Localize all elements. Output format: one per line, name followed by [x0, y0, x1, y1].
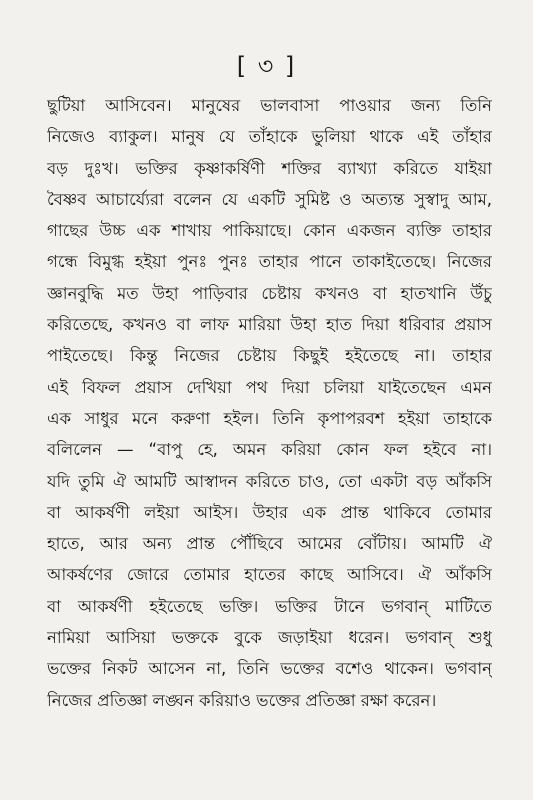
text-line: জ্ঞানবুদ্ধি মত উহা পাড়িবার চেষ্টায় কখনও বা হাতখানি উঁচু: [47, 283, 492, 303]
text-line: নিজেও ব্যাকুল। মানুষ যে তাঁহাকে ভুলিয়া থাকে এই তাঁহার: [47, 127, 492, 147]
text-line: নিজের প্রতিজ্ঞা লঙ্ঘন করিয়াও ভক্তের প্রতিজ্ঞা রক্ষা করেন।: [47, 690, 437, 710]
text-line: পাইতেছে। কিন্তু নিজের চেষ্টায় কিছুই হইতেছে না। তাহার: [47, 346, 492, 366]
text-line: বা আকর্ষণী লইয়া আইস। উহার এক প্রান্ত থাকিবে তোমার: [47, 502, 492, 522]
body-text: [47, 90, 492, 716]
text-line: এই বিফল প্রয়াস দেখিয়া পথ দিয়া চলিয়া যাইতেছেন এমন: [47, 377, 492, 397]
text-line: নামিয়া আসিয়া ভক্তকে বুকে জড়াইয়া ধরেন। ভগবান্ শুধু: [47, 628, 492, 648]
text-line: এক সাধুর মনে করুণা হইল। তিনি কৃপাপরবশ হইয়া তাহাকে: [47, 408, 492, 428]
text-line: গন্ধে বিমুগ্ধ হইয়া পুনঃ পুনঃ তাহার পানে তাকাইতেছে। নিজের: [47, 252, 492, 272]
text-line: ছুটিয়া আসিবেন। মানুষের ভালবাসা পাওয়ার জন্য তিনি: [47, 96, 492, 115]
text-line: বৈষ্ণব আচার্য্যেরা বলেন যে একটি সুমিষ্ট ও অত্যন্ত সুস্বাদু আম,: [47, 189, 492, 209]
text-line: ভক্তের নিকট আসেন না, তিনি ভক্তের বশেও থাকেন। ভগবান্: [47, 659, 492, 679]
text-line: করিতেছে, কখনও বা লাফ মারিয়া উহা হাত দিয়া ধরিবার প্রয়াস: [47, 315, 492, 335]
text-line: বড় দুঃখ। ভক্তির কৃষ্ণাকর্ষিণী শক্তির ব্যাখ্যা করিতে যাইয়া: [47, 158, 492, 178]
text-line: বা আকর্ষণী হইতেছে ভক্তি। ভক্তির টানে ভগবান্ মাটিতে: [47, 596, 492, 616]
page-number: [ ৩ ]: [236, 52, 297, 80]
text-line: হাতে, আর অন্য প্রান্ত পৌঁছিবে আমের বোঁটায়। আমটি ঐ: [47, 534, 492, 554]
text-line: যদি তুমি ঐ আমটি আস্বাদন করিতে চাও, তো একটা বড় আঁকসি: [47, 471, 492, 491]
text-line: আকর্ষণের জোরে তোমার হাতের কাছে আসিবে। ঐ আঁকসি: [47, 565, 492, 585]
text-line: বলিলেন — “বাপু হে, অমন করিয়া কোন ফল হইবে না।: [47, 440, 492, 460]
text-line: গাছের উচ্চ এক শাখায় পাকিয়াছে। কোন একজন ব্যক্তি তাহার: [47, 221, 492, 241]
